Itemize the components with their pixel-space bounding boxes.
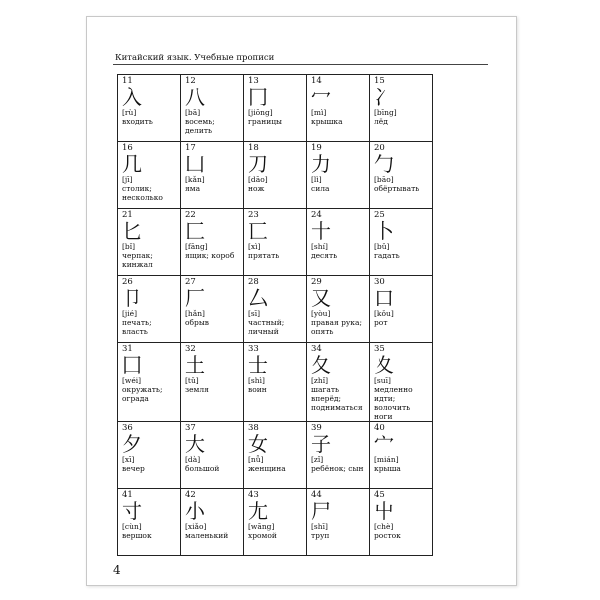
radical-cell [307, 75, 370, 142]
radical-cell [244, 75, 307, 142]
radical-character: 刀 [248, 152, 268, 176]
translation: нож [248, 184, 265, 193]
document-page [86, 16, 517, 586]
radical-character: 力 [311, 152, 331, 176]
radical-character: 子 [311, 432, 331, 456]
radical-character: 士 [248, 353, 268, 377]
translation: границы [248, 117, 282, 126]
pinyin: [yòu] [311, 309, 331, 318]
pinyin: [shī] [311, 522, 328, 531]
pinyin: [kǎn] [185, 175, 205, 184]
radical-character: 女 [248, 432, 268, 456]
cell-number: 32 [185, 344, 196, 354]
radical-cell [307, 489, 370, 556]
radical-cell [370, 276, 433, 343]
pinyin: [jié] [122, 309, 138, 318]
radical-character: 土 [185, 353, 205, 377]
radical-character: 厶 [248, 286, 268, 310]
radical-character: 凵 [185, 152, 205, 176]
pinyin: [chè] [374, 522, 394, 531]
translation: окружать; ограда [122, 385, 163, 403]
translation: лёд [374, 117, 388, 126]
pinyin: [wāng] [248, 522, 275, 531]
cell-number: 28 [248, 277, 259, 287]
cell-number: 35 [374, 344, 385, 354]
radical-cell [244, 276, 307, 343]
cell-number: 40 [374, 423, 385, 433]
pinyin: [hǎn] [185, 309, 205, 318]
translation: яма [185, 184, 201, 193]
pinyin: [jī] [122, 175, 133, 184]
pinyin: [fāng] [185, 242, 208, 251]
cell-number: 30 [374, 277, 385, 287]
translation: крыша [374, 464, 401, 473]
radical-character: 厂 [185, 286, 205, 310]
radical-character: 冂 [248, 85, 268, 109]
translation: входить [122, 117, 153, 126]
radical-cell [118, 75, 181, 142]
radical-character: 夊 [374, 353, 394, 377]
translation: сила [311, 184, 330, 193]
translation: столик; несколько [122, 184, 163, 202]
pinyin: [mián] [374, 455, 399, 464]
cell-number: 17 [185, 143, 196, 153]
cell-number: 13 [248, 76, 259, 86]
cell-number: 38 [248, 423, 259, 433]
radical-character: 冖 [311, 85, 331, 109]
pinyin: [shì] [248, 376, 265, 385]
pinyin: [zǐ] [311, 455, 324, 464]
radical-character: 入 [122, 85, 142, 109]
cell-number: 33 [248, 344, 259, 354]
translation: медленно идти; волочить ноги [374, 385, 413, 421]
translation: ящик; короб [185, 251, 235, 260]
translation: маленький [185, 531, 229, 540]
translation: росток [374, 531, 401, 540]
translation: гадать [374, 251, 400, 260]
pinyin: [rù] [122, 108, 137, 117]
pinyin: [bǔ] [374, 242, 390, 251]
pinyin: [cùn] [122, 522, 142, 531]
pinyin: [dà] [185, 455, 201, 464]
translation: правая рука; опять [311, 318, 362, 336]
radical-cell [244, 422, 307, 489]
radical-cell [370, 489, 433, 556]
cell-number: 29 [311, 277, 322, 287]
radical-cell [181, 142, 244, 209]
cell-number: 44 [311, 490, 322, 500]
page-number: 4 [113, 563, 121, 577]
cell-number: 19 [311, 143, 322, 153]
radical-character: 匚 [185, 219, 205, 243]
cell-number: 36 [122, 423, 133, 433]
pinyin: [bǐ] [122, 242, 136, 251]
cell-number: 12 [185, 76, 196, 86]
cell-number: 34 [311, 344, 322, 354]
cell-number: 45 [374, 490, 385, 500]
radical-cell [370, 142, 433, 209]
radical-cell [370, 422, 433, 489]
pinyin: [wéi] [122, 376, 142, 385]
pinyin: [bā] [185, 108, 201, 117]
radical-character: 八 [185, 85, 205, 109]
translation: частный; личный [248, 318, 285, 336]
table-row [118, 343, 433, 422]
radical-cell [370, 209, 433, 276]
cell-number: 39 [311, 423, 322, 433]
cell-number: 26 [122, 277, 133, 287]
table-row [118, 209, 433, 276]
radical-character: 小 [185, 499, 205, 523]
radical-character: 屮 [374, 499, 394, 523]
radical-character: 十 [311, 219, 331, 243]
translation: большой [185, 464, 220, 473]
radical-cell [181, 422, 244, 489]
translation: труп [311, 531, 330, 540]
radical-character: 尢 [248, 499, 268, 523]
radical-cell [118, 489, 181, 556]
radical-cell [118, 343, 181, 422]
radical-character: 寸 [122, 499, 142, 523]
translation: шагать вперёд; подниматься [311, 385, 363, 412]
pinyin: [shí] [311, 242, 328, 251]
translation: черпак; кинжал [122, 251, 153, 269]
radical-cell [307, 276, 370, 343]
radical-cell [181, 489, 244, 556]
pinyin: [zhǐ] [311, 376, 329, 385]
cell-number: 42 [185, 490, 196, 500]
radical-character: 勹 [374, 152, 394, 176]
cell-number: 20 [374, 143, 385, 153]
cell-number: 18 [248, 143, 259, 153]
radical-cell [307, 422, 370, 489]
radical-character: 夂 [311, 353, 331, 377]
radical-character: 几 [122, 152, 142, 176]
radical-character: 匕 [122, 219, 142, 243]
table-row [118, 276, 433, 343]
pinyin: [jiōng] [248, 108, 273, 117]
radical-cell [307, 209, 370, 276]
pinyin: [tǔ] [185, 376, 199, 385]
pinyin: [bāo] [374, 175, 394, 184]
radical-cell [244, 142, 307, 209]
pinyin: [bīng] [374, 108, 397, 117]
cell-number: 23 [248, 210, 259, 220]
cell-number: 27 [185, 277, 196, 287]
radical-cell [181, 75, 244, 142]
table-row [118, 142, 433, 209]
page-header: Китайский язык. Учебные прописи [115, 53, 275, 63]
table-row [118, 75, 433, 142]
radical-cell [370, 343, 433, 422]
radical-character: 卜 [374, 219, 394, 243]
translation: хромой [248, 531, 277, 540]
pinyin: [nǚ] [248, 455, 264, 464]
radical-character: 尸 [311, 499, 331, 523]
cell-number: 21 [122, 210, 133, 220]
translation: воин [248, 385, 267, 394]
pinyin: [lì] [311, 175, 322, 184]
pinyin: [xiǎo] [185, 522, 207, 531]
radical-character: 夕 [122, 432, 142, 456]
translation: вершок [122, 531, 152, 540]
radical-character: 匸 [248, 219, 268, 243]
radical-cell [118, 276, 181, 343]
radical-character: 卩 [122, 286, 142, 310]
radical-character: 又 [311, 286, 331, 310]
pinyin: [suī] [374, 376, 391, 385]
translation: крышка [311, 117, 343, 126]
cell-number: 16 [122, 143, 133, 153]
pinyin: [kǒu] [374, 309, 394, 318]
radical-cell [181, 276, 244, 343]
translation: восемь; делить [185, 117, 215, 135]
translation: десять [311, 251, 338, 260]
pinyin: [xī] [122, 455, 135, 464]
cell-number: 11 [122, 76, 133, 86]
cell-number: 43 [248, 490, 259, 500]
cell-number: 31 [122, 344, 133, 354]
translation: вечер [122, 464, 145, 473]
pinyin: [dāo] [248, 175, 268, 184]
pinyin: [xì] [248, 242, 261, 251]
radical-cell [244, 209, 307, 276]
radical-cell [118, 422, 181, 489]
radical-character: 囗 [122, 353, 142, 377]
header-rule [113, 64, 488, 65]
radical-cell [307, 343, 370, 422]
cell-number: 41 [122, 490, 133, 500]
radical-cell [244, 489, 307, 556]
radical-character: 宀 [374, 432, 394, 456]
radical-cell [181, 343, 244, 422]
radicals-table [117, 74, 433, 556]
radical-cell [370, 75, 433, 142]
translation: ребёнок; сын [311, 464, 364, 473]
translation: обрыв [185, 318, 210, 327]
cell-number: 22 [185, 210, 196, 220]
cell-number: 14 [311, 76, 322, 86]
radical-character: 冫 [374, 85, 394, 109]
cell-number: 37 [185, 423, 196, 433]
translation: обёртывать [374, 184, 420, 193]
cell-number: 15 [374, 76, 385, 86]
cell-number: 24 [311, 210, 322, 220]
radical-cell [244, 343, 307, 422]
radical-cell [307, 142, 370, 209]
pinyin: [sī] [248, 309, 261, 318]
radical-character: 大 [185, 432, 205, 456]
cell-number: 25 [374, 210, 385, 220]
translation: рот [374, 318, 388, 327]
translation: прятать [248, 251, 280, 260]
pinyin: [mì] [311, 108, 327, 117]
table-row [118, 422, 433, 489]
table-row [118, 489, 433, 556]
radical-character: 口 [374, 286, 394, 310]
translation: женщина [248, 464, 286, 473]
radical-cell [118, 142, 181, 209]
radical-cell [181, 209, 244, 276]
radical-cell [118, 209, 181, 276]
translation: печать; власть [122, 318, 152, 336]
translation: земля [185, 385, 209, 394]
